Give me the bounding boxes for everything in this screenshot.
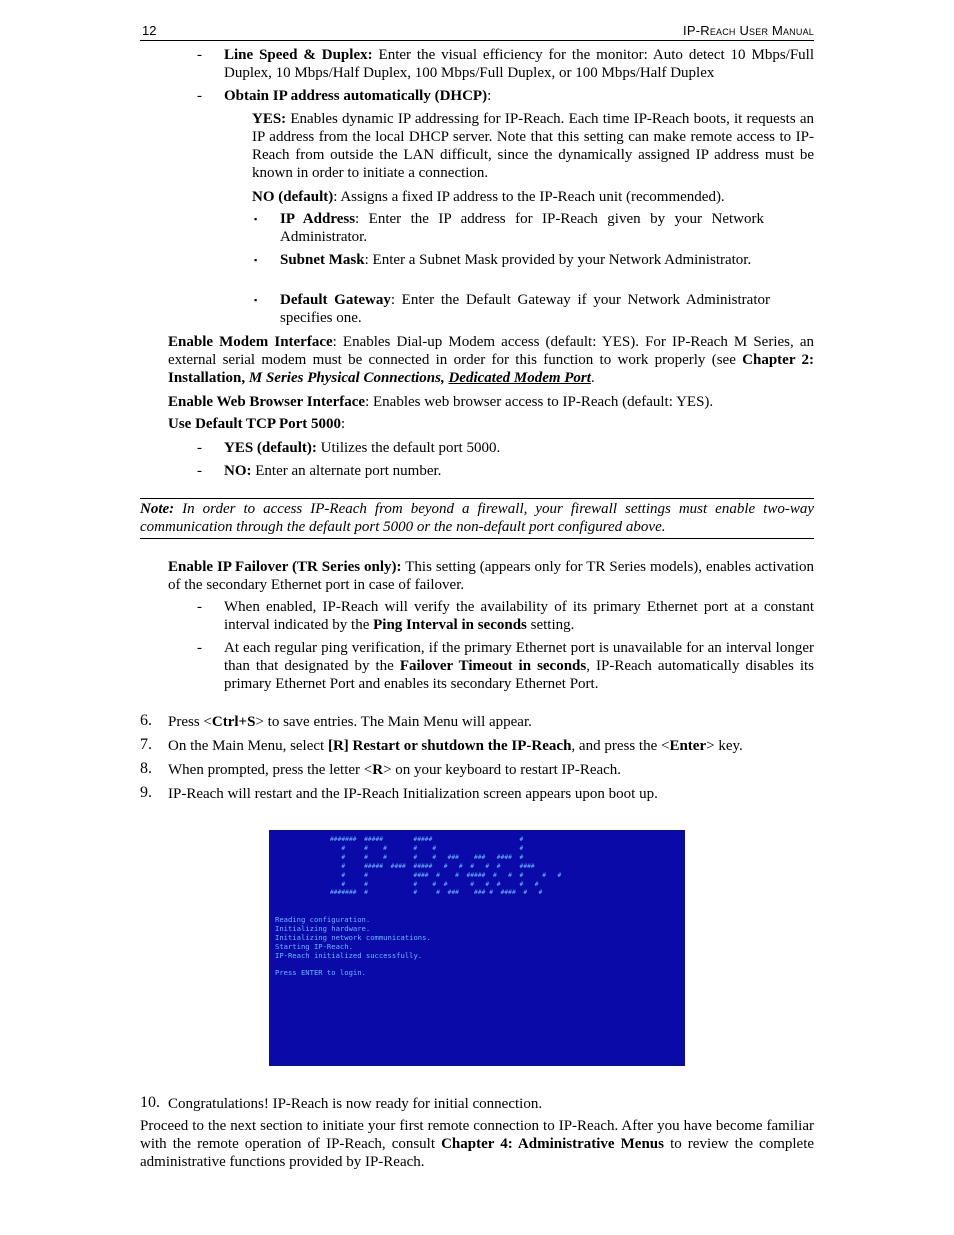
dhcp-yes-text: Enables dynamic IP addressing for IP-Reach. Each time IP-Reach boots, it requests an IP address from the local DHCP server. Note that this setting can make remote access to IP-Reach from outside the LAN difficult, since the dynamically assigned IP address must be known in order to initiate a connection. [252, 111, 815, 181]
ping-interval-label: Ping Interval in seconds [373, 617, 527, 633]
failover-label: Enable IP Failover (TR Series only): [168, 559, 402, 575]
modem-paragraph [168, 333, 814, 387]
line-speed-text-2: Duplex, 10 Mbps/Half Duplex, 100 Mbps/Full Duplex, or 100 Mbps/Half Duplex [224, 65, 715, 81]
step-7-a: On the Main Menu, select [168, 738, 328, 754]
step-9-a: IP-Reach will restart and the IP-Reach Initialization screen appears upon boot up. [168, 786, 658, 802]
chapter-4-reference: Chapter 4: Administrative Menus [441, 1136, 664, 1152]
default-gateway-label: Default Gateway [280, 292, 391, 308]
step-10-number: 10. [140, 1094, 160, 1111]
failover-item-1-text-a: When enabled, IP-Reach will verify the availability of its primary Ethernet port at a constant interval indicated by the [224, 599, 814, 633]
web-browser-paragraph [168, 393, 713, 411]
ip-address-label: IP Address [280, 211, 356, 227]
enter-key: Enter [669, 738, 707, 754]
failover-paragraph [168, 558, 814, 594]
note-label: Note: [140, 501, 175, 517]
tcp-port-heading [168, 415, 345, 433]
square-bullet-icon: ▪ [254, 255, 258, 265]
line-speed-label: Line Speed & Duplex: [224, 47, 373, 63]
page-number: 12 [142, 23, 157, 38]
square-bullet-icon: ▪ [254, 295, 258, 305]
step-8-c: > on your keyboard to restart IP-Reach. [383, 762, 622, 778]
ip-reach-ascii-banner [330, 836, 561, 898]
closing-text-b: to review the complete administrative functions provided by IP-Reach. [140, 1136, 815, 1170]
subnet-mask-item [280, 251, 764, 269]
dhcp-label: Obtain IP address automatically (DHCP) [224, 88, 488, 104]
step-6-number: 6. [140, 712, 152, 729]
failover-item-1 [224, 598, 814, 634]
subnet-mask-text: : Enter a Subnet Mask provided by your Network Administrator. [364, 252, 752, 268]
boot-line: Initializing network communications. [275, 932, 431, 942]
tcp-yes-label: YES (default): [224, 440, 317, 456]
boot-line: IP-Reach initialized successfully. [275, 950, 423, 960]
step-8 [168, 761, 621, 779]
step-6-a: Press < [168, 714, 212, 730]
step-7-e: > key. [706, 738, 743, 754]
ctrl-s-key: Ctrl+S [211, 714, 256, 730]
note-box [140, 498, 814, 539]
banner-line: # # # # # # [330, 844, 524, 852]
failover-text: This setting (appears only for TR Series models), enables activation of the secondary Ethernet port in case of failover. [168, 559, 815, 593]
dhcp-yes-paragraph [252, 110, 814, 182]
failover-timeout-label: Failover Timeout in seconds [399, 658, 587, 674]
step-7-number: 7. [140, 736, 152, 753]
square-bullet-icon: ▪ [254, 214, 258, 224]
banner-line: # # # # # ### ### #### # [330, 853, 524, 861]
modem-ref-section: M Series Physical Connections, [248, 370, 445, 386]
dhcp-heading [224, 87, 491, 105]
tcp-no-bullet: - [197, 463, 202, 479]
dhcp-bullet: - [197, 88, 202, 104]
tcp-port-label: Use Default TCP Port 5000 [168, 416, 342, 432]
dhcp-no-text: : Assigns a fixed IP address to the IP-Reach unit (recommended). [333, 189, 725, 205]
default-gateway-item [280, 291, 770, 327]
boot-log [275, 916, 431, 978]
r-key: R [372, 762, 384, 778]
default-gateway-text: : Enter the Default Gateway if your Network Administrator specifies one. [280, 292, 770, 326]
tcp-yes-bullet: - [197, 440, 202, 456]
ip-address-text: : Enter the IP address for IP-Reach given by your Network Administrator. [280, 211, 764, 245]
banner-line: # # #### # # ##### # # # # # [330, 871, 562, 879]
banner-line: ####### ##### ##### # [330, 836, 524, 843]
step-7-c: , and press the < [571, 738, 670, 754]
running-title: IP-Reach User Manual [683, 23, 814, 38]
step-6 [168, 713, 532, 731]
failover-item-1-bullet: - [197, 599, 202, 615]
step-9-number: 9. [140, 784, 152, 801]
subnet-mask-label: Subnet Mask [280, 252, 365, 268]
step-7 [168, 737, 743, 755]
line-speed-text-1: Enter the visual efficiency for the monitor: Auto detect 10 Mbps/Full [378, 47, 814, 63]
dhcp-no-label: NO (default) [252, 189, 334, 205]
step-10: Congratulations! IP-Reach is now ready for initial connection. [168, 1096, 543, 1112]
modem-text: : Enables Dial-up Modem access (default: YES). For IP-Reach M Series, an external serial modem must be connected in order for this function to work properly (see [168, 334, 814, 368]
tcp-no-item [224, 462, 441, 480]
modem-end: . [590, 370, 595, 386]
boot-line: Reading configuration. [275, 915, 371, 924]
restart-menu-option: [R] Restart or shutdown the IP-Reach [327, 738, 572, 754]
dedicated-modem-port-link[interactable]: Dedicated Modem Port [448, 370, 591, 386]
tcp-no-label: NO: [224, 463, 252, 479]
failover-item-2-bullet: - [197, 640, 202, 656]
line-speed-line-1 [224, 46, 814, 64]
note-text: In order to access IP-Reach from beyond a firewall, your firewall settings must enable two-way communication through the default port 5000 or the non-default port configured above. [140, 501, 815, 535]
closing-text-a: Proceed to the next section to initiate your first remote connection to IP-Reach. After you have become familiar with the remote operation of IP-Reach, consult [140, 1118, 814, 1152]
step-8-a: When prompted, press the letter < [168, 762, 373, 778]
tcp-yes-item [224, 439, 500, 457]
step-9 [168, 785, 658, 803]
tcp-no-text: Enter an alternate port number. [251, 463, 442, 479]
web-browser-label: Enable Web Browser Interface [168, 394, 366, 410]
boot-line: Starting IP-Reach. [275, 941, 353, 951]
ip-address-item [280, 210, 764, 246]
banner-line: ####### # # # ### ### # #### # # [330, 889, 543, 897]
dhcp-no-paragraph [252, 188, 725, 206]
failover-item-2 [224, 639, 814, 693]
banner-line: # ##### #### ##### # # # # # #### [330, 862, 535, 870]
tcp-yes-text: Utilizes the default port 5000. [316, 440, 501, 456]
tcp-colon: : [341, 416, 346, 432]
initialization-screen [269, 830, 685, 1066]
step-8-number: 8. [140, 760, 152, 777]
failover-item-2-text-b: , IP-Reach automatically disables its primary Ethernet Port and enables its secondary Ethernet Port. [224, 658, 814, 692]
step-6-c: > to save entries. The Main Menu will appear. [255, 714, 532, 730]
failover-item-1-text-b: setting. [530, 617, 575, 633]
closing-paragraph [140, 1117, 814, 1171]
boot-line: Initializing hardware. [275, 923, 371, 933]
modem-ref-chapter: Chapter 2: Installation, [168, 352, 814, 386]
dhcp-colon: : [487, 88, 492, 104]
page-header [140, 22, 814, 41]
login-prompt: Press ENTER to login. [275, 968, 366, 978]
modem-label: Enable Modem Interface [168, 334, 333, 350]
banner-line: # # # # # # # # # # [330, 880, 539, 888]
web-browser-text: : Enables web browser access to IP-Reach (default: YES). [365, 394, 714, 410]
line-speed-bullet: - [197, 47, 202, 63]
failover-item-2-text-a: At each regular ping verification, if the primary Ethernet port is unavailable for an interval longer than that designated by the [224, 640, 814, 674]
dhcp-yes-label: YES: [252, 111, 287, 127]
